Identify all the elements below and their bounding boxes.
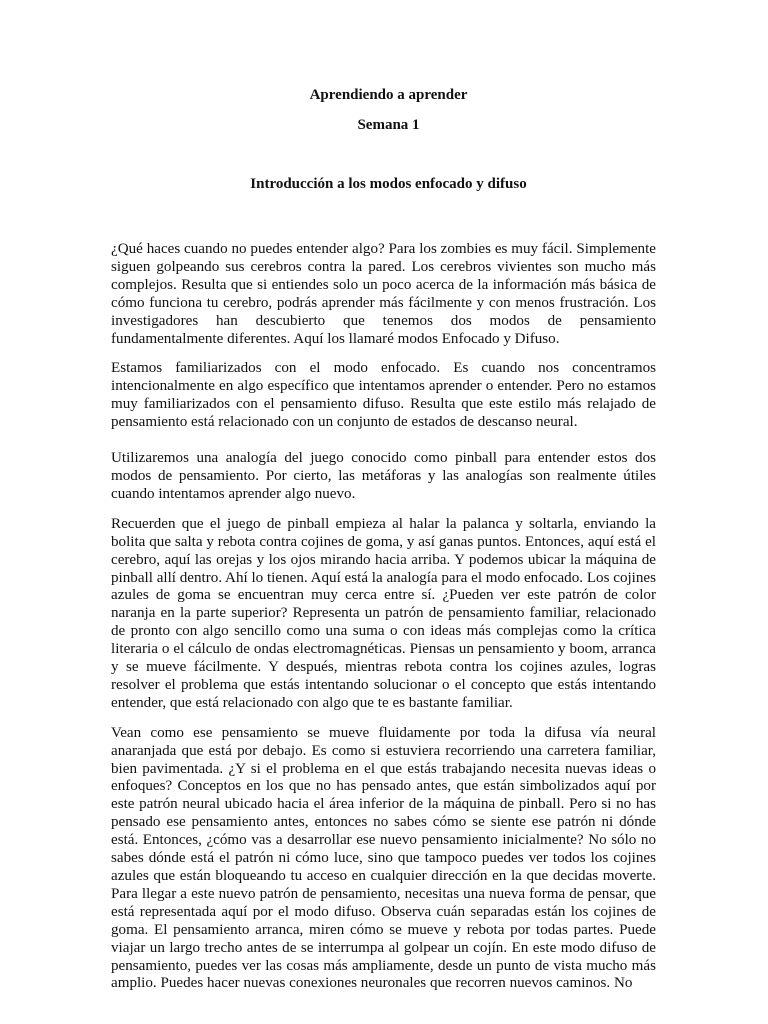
paragraph: ¿Qué haces cuando no puedes entender algo? Para los zombies es muy fácil. Simplemente siguen golpeando sus cerebros contra la pared. Los cerebros vivientes son mucho más complejos. Resulta que si entiendes solo un poco acerca de la información más básica de cómo funciona tu cerebro, podrás aprender más fácilmente y con menos frustración. Los investigadores han descubierto que tenemos dos modos de pensamiento fundamentalmente diferentes. Aquí los llamaré modos Enfocado y Difuso. <box>111 241 656 347</box>
paragraph: Utilizaremos una analogía del juego conocido como pinball para entender estos dos modos de pensamiento. Por cierto, las metáforas y las analogías son realmente útiles cuando intentamos aprender algo nuevo. <box>111 450 656 502</box>
paragraph: Estamos familiarizados con el modo enfocado. Es cuando nos concentramos intencionalmente en algo específico que intentamos aprender o entender. Pero no estamos muy familiarizados con el pensamiento difuso. Resulta que este estilo más relajado de pensamiento está relacionado con un conjunto de estados de descanso neural. <box>111 360 656 431</box>
body-text <box>111 241 656 993</box>
paragraph: Vean como ese pensamiento se mueve fluidamente por toda la difusa vía neural anaranjada que está por debajo. Es como si estuviera recorriendo una carretera familiar, bien pavimentada. ¿Y si el problema en el que estás trabajando necesita nuevas ideas o enfoques? Conceptos en los que no has pensado antes, que están simbolizados aquí por este patrón neural ubicado hacia el área inferior de la máquina de pinball. Pero si no has pensado ese pensamiento antes, entonces no sabes cómo se siente ese patrón ni dónde está. Entonces, ¿cómo vas a desarrollar ese nuevo pensamiento inicialmente? No sólo no sabes dónde está el patrón ni cómo luce, sino que tampoco puedes ver todos los cojines azules que están bloqueando tu acceso en cualquier dirección en la que decidas moverte. Para llegar a este nuevo patrón de pensamiento, necesitas una nueva forma de pensar, que está representada aquí por el modo difuso. Observa cuán separadas están los cojines de goma. El pensamiento arranca, miren cómo se mueve y rebota por todas partes. Puede viajar un largo trecho antes de se interrumpa al golpear un cojín. En este modo difuso de pensamiento, puedes ver las cosas más ampliamente, desde un punto de vista mucho más amplio. Puedes hacer nuevas conexiones neuronales que recorren nuevos caminos. No <box>111 724 656 992</box>
document-subtitle: Semana 1 <box>357 117 420 133</box>
document-title: Aprendiendo a aprender <box>309 87 468 103</box>
section-title: Introducción a los modos enfocado y difuso <box>250 176 527 192</box>
paragraph: Recuerden que el juego de pinball empieza al halar la palanca y soltarla, enviando la bolita que salta y rebota contra cojines de goma, y así ganas puntos. Entonces, aquí está el cerebro, aquí las orejas y los ojos mirando hacia arriba. Y podemos ubicar la máquina de pinball allí dentro. Ahí lo tienen. Aquí está la analogía para el modo enfocado. Los cojines azules de goma se encuentran muy cerca entre sí. ¿Pueden ver este patrón de color naranja en la parte superior? Representa un patrón de pensamiento familiar, relacionado de pronto con algo sencillo como una suma o con ideas más complejas como la crítica literaria o el cálculo de ondas electromagnéticas. Piensas un pensamiento y boom, arranca y se mueve fácilmente. Y después, mientras rebota contra los cojines azules, logras resolver el problema que estás intentando solucionar o el concepto que estás intentando entender, que está relacionado con algo que te es bastante familiar. <box>111 515 656 711</box>
